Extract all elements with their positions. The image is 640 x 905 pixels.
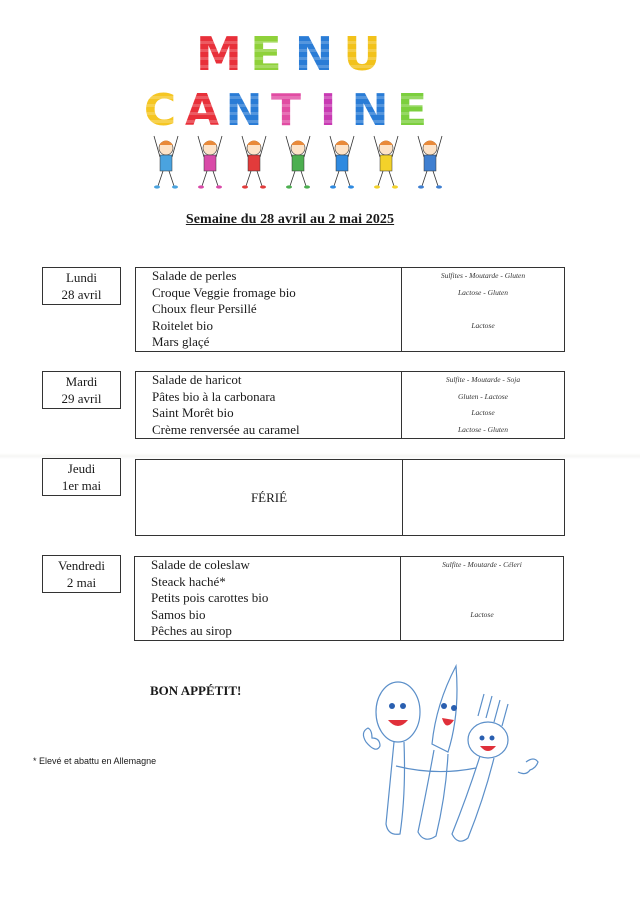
logo-letter: E xyxy=(250,27,282,81)
day-name: Mardi xyxy=(65,374,98,389)
logo-letter: N xyxy=(225,85,263,136)
logo-word-cantine xyxy=(140,85,432,136)
footnote: * Elevé et abattu en Allemagne xyxy=(33,756,157,766)
day-date: 29 avril xyxy=(61,391,102,406)
child-figure xyxy=(286,136,310,189)
dish-item: Salade de perles xyxy=(152,268,237,283)
dish-item: Croque Veggie fromage bio xyxy=(152,284,296,300)
day-label-mardi xyxy=(42,371,121,409)
child-figure xyxy=(330,136,354,189)
menu-box-mardi xyxy=(135,371,565,439)
bon-appetit-text: BON APPÉTIT! xyxy=(150,683,242,698)
holiday-label: FÉRIÉ xyxy=(136,460,403,535)
menu-cantine-logo xyxy=(138,26,448,194)
child-figure xyxy=(242,136,266,189)
logo-letter: N xyxy=(351,85,389,136)
menu-box-jeudi xyxy=(135,459,565,536)
children-illustration-icon xyxy=(148,134,448,194)
dish-item: Choux fleur Persillé xyxy=(152,301,257,316)
day-label-jeudi xyxy=(42,458,121,496)
dish-item: Steack haché* xyxy=(151,573,226,589)
dish-list xyxy=(136,268,402,351)
allergen-item: Lactose - Gluten xyxy=(458,287,508,297)
child-figure xyxy=(418,136,442,189)
dish-list xyxy=(135,557,401,640)
child-figure xyxy=(198,136,222,189)
logo-letter: I xyxy=(319,85,337,136)
menu-box-vendredi xyxy=(134,556,564,641)
allergen-item xyxy=(401,623,563,640)
child-figure xyxy=(154,136,178,189)
logo-letter: A xyxy=(184,85,220,136)
allergen-list xyxy=(402,372,564,438)
allergen-item xyxy=(402,301,564,318)
allergen-item: Lactose - Gluten xyxy=(458,424,508,434)
dish-item: Pêches au sirop xyxy=(151,623,232,638)
logo-letter: M xyxy=(196,27,242,81)
allergen-item xyxy=(401,590,563,607)
allergen-item: Lactose xyxy=(471,408,495,417)
dish-item: Saint Morêt bio xyxy=(152,405,234,420)
dish-item: Crème renversée au caramel xyxy=(152,421,300,437)
dish-item: Samos bio xyxy=(151,606,206,622)
logo-letter: C xyxy=(143,85,177,136)
child-figure xyxy=(374,136,398,189)
allergen-item: Sulfite - Moutarde - Soja xyxy=(445,375,521,384)
day-label-lundi xyxy=(42,267,121,305)
day-name: Vendredi xyxy=(58,558,105,573)
dish-item: Mars glaçé xyxy=(152,334,210,349)
cutlery-characters-icon xyxy=(356,664,546,854)
day-name: Lundi xyxy=(65,270,98,285)
allergen-list xyxy=(401,557,563,640)
logo-letter: N xyxy=(294,27,334,81)
logo-word-menu xyxy=(196,27,384,81)
dish-item: Pâtes bio à la carbonara xyxy=(152,388,276,404)
allergen-item xyxy=(401,574,563,591)
dish-item: Petits pois carottes bio xyxy=(151,590,269,605)
allergen-item xyxy=(402,334,564,351)
day-label-vendredi xyxy=(42,555,121,593)
day-date: 2 mai xyxy=(66,575,97,590)
dish-item: Salade de haricot xyxy=(152,372,242,387)
dish-item: Salade de coleslaw xyxy=(151,557,250,572)
logo-letter: U xyxy=(343,27,381,81)
dish-list xyxy=(136,372,402,438)
allergen-item: Lactose xyxy=(470,609,494,619)
logo-letter: E xyxy=(396,85,428,136)
allergen-item: Gluten - Lactose xyxy=(458,391,508,401)
day-date: 1er mai xyxy=(61,478,102,493)
day-date: 28 avril xyxy=(61,287,102,302)
allergen-list xyxy=(403,460,564,535)
dish-item: Roitelet bio xyxy=(152,317,214,333)
menu-box-lundi xyxy=(135,267,565,352)
allergen-item: Sulfite - Moutarde - Céleri xyxy=(442,560,522,569)
week-title: Semaine du 28 avril au 2 mai 2025 xyxy=(185,212,395,227)
day-name: Jeudi xyxy=(67,461,96,476)
logo-letter: T xyxy=(270,85,301,136)
allergen-item: Lactose xyxy=(471,320,495,330)
allergen-item: Sulfites - Moutarde - Gluten xyxy=(440,271,526,280)
allergen-list xyxy=(402,268,564,351)
